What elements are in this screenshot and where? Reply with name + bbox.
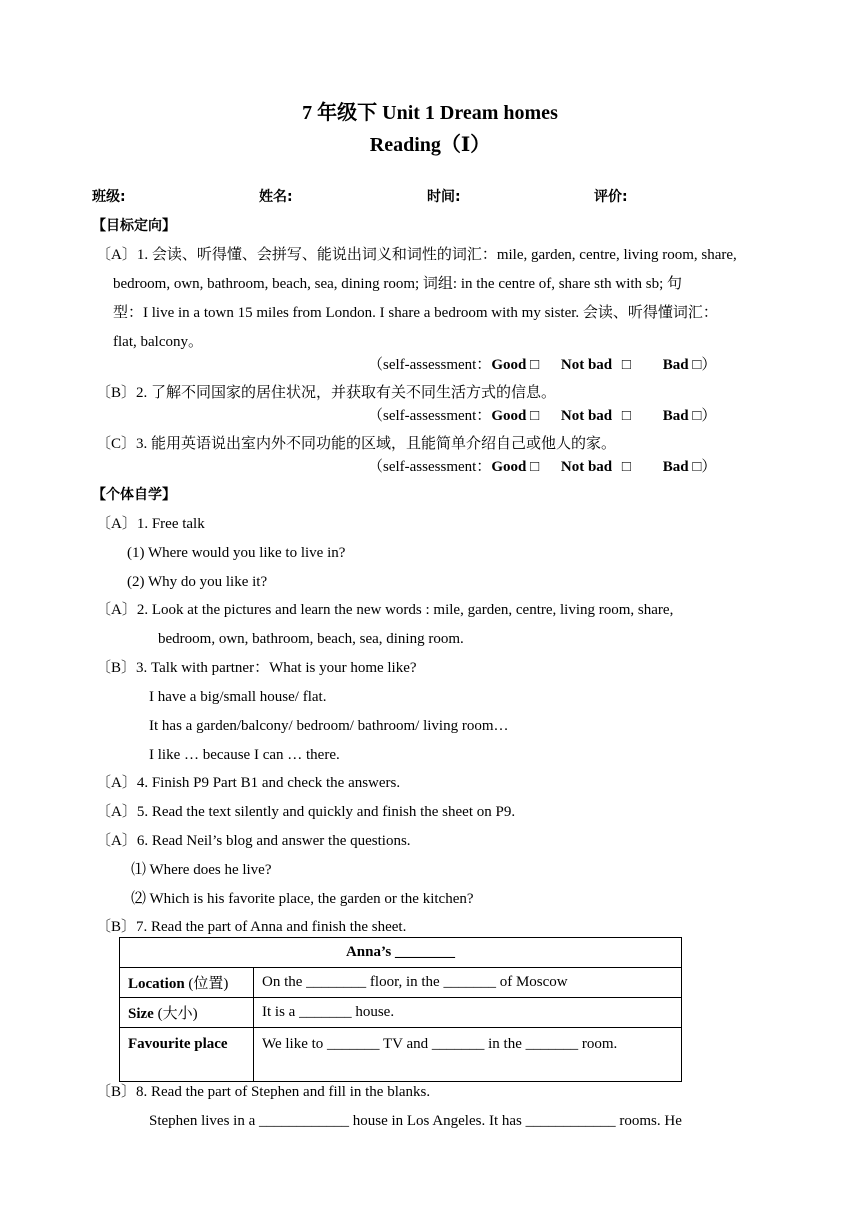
location-answer-cell[interactable]: On the ________ floor, in the _______ of Moscow [254, 968, 682, 998]
time-label: 时间: [427, 189, 461, 205]
self-assessment-row: （self-assessment：Good □ Not bad □ Bad □） [368, 408, 717, 424]
row-label-size: Size (大小) [120, 998, 254, 1028]
self-assessment-row: （self-assessment：Good □ Not bad □ Bad □） [368, 357, 717, 373]
task-6-question-1: ⑴ Where does he live? [131, 862, 272, 878]
task-3-sentence-3: I like … because I can … there. [149, 747, 340, 763]
checkbox-not-bad[interactable]: □ [621, 408, 631, 424]
favourite-place-answer-cell[interactable]: We like to _______ TV and _______ in the _______ room. [254, 1028, 682, 1082]
task-1: 〔A〕1. Free talk [96, 516, 205, 532]
table-row [120, 938, 682, 968]
checkbox-bad[interactable]: □ [692, 459, 702, 475]
checkbox-good[interactable]: □ [530, 357, 540, 373]
task-7: 〔B〕7. Read the part of Anna and finish the sheet. [96, 919, 407, 935]
checkbox-bad[interactable]: □ [692, 408, 702, 424]
task-2: 〔A〕2. Look at the pictures and learn the new words : mile, garden, centre, living room, share, [96, 602, 674, 618]
row-label-location: Location (位置) [120, 968, 254, 998]
class-label: 班级: [92, 189, 126, 205]
goal-2: 〔B〕2. 了解不同国家的居住状况，并获取有关不同生活方式的信息。 [96, 385, 557, 401]
checkbox-good[interactable]: □ [530, 459, 540, 475]
goals-heading: 【目标定向】 [92, 218, 176, 234]
goal-1-line-4: flat, balcony。 [113, 334, 203, 350]
goal-1-line-1: 〔A〕1. 会读、听得懂、会拼写、能说出词义和词性的词汇：mile, garden, centre, living room, share, [96, 247, 737, 263]
task-6-question-2: ⑵ Which is his favorite place, the garden or the kitchen? [131, 891, 474, 907]
anna-sheet-table [119, 937, 682, 1082]
checkbox-not-bad[interactable]: □ [621, 459, 631, 475]
goal-3: 〔C〕3. 能用英语说出室内外不同功能的区域，且能简单介绍自己或他人的家。 [96, 436, 617, 452]
task-8: 〔B〕8. Read the part of Stephen and fill in the blanks. [96, 1084, 431, 1100]
task-4: 〔A〕4. Finish P9 Part B1 and check the answers. [96, 775, 401, 791]
task-2-continued: bedroom, own, bathroom, beach, sea, dining room. [158, 631, 464, 647]
self-assessment-row: （self-assessment：Good □ Not bad □ Bad □） [368, 459, 717, 475]
table-header-cell[interactable]: Anna’s ________ [120, 938, 682, 968]
name-label: 姓名: [259, 189, 293, 205]
task-3-sentence-1: I have a big/small house/ flat. [149, 689, 327, 705]
task-8-passage[interactable]: Stephen lives in a ____________ house in Los Angeles. It has ____________ rooms. He [149, 1113, 682, 1129]
self-study-heading: 【个体自学】 [92, 487, 176, 503]
row-label-favourite-place: Favourite place [120, 1028, 254, 1082]
task-5: 〔A〕5. Read the text silently and quickly and finish the sheet on P9. [96, 804, 516, 820]
evaluation-label: 评价: [594, 189, 628, 205]
table-row [120, 998, 682, 1028]
task-1-question-2: (2) Why do you like it? [127, 574, 268, 590]
page-subtitle: Reading（Ⅰ） [369, 134, 491, 156]
checkbox-good[interactable]: □ [530, 408, 540, 424]
goal-1-line-3: 型：I live in a town 15 miles from London. I share a bedroom with my sister. 会读、听得懂词汇： [113, 305, 718, 321]
task-6: 〔A〕6. Read Neil’s blog and answer the questions. [96, 833, 411, 849]
checkbox-bad[interactable]: □ [692, 357, 702, 373]
table-row [120, 1028, 682, 1082]
table-row [120, 968, 682, 998]
task-1-question-1: (1) Where would you like to live in? [127, 545, 346, 561]
size-answer-cell[interactable]: It is a _______ house. [254, 998, 682, 1028]
task-3: 〔B〕3. Talk with partner：What is your home like? [96, 660, 417, 676]
task-3-sentence-2: It has a garden/balcony/ bedroom/ bathroom/ living room… [149, 718, 509, 734]
page-title: 7 年级下 Unit 1 Dream homes [302, 102, 558, 124]
goal-1-line-2: bedroom, own, bathroom, beach, sea, dining room; 词组: in the centre of, share sth with sb; 句 [113, 276, 683, 292]
checkbox-not-bad[interactable]: □ [621, 357, 631, 373]
